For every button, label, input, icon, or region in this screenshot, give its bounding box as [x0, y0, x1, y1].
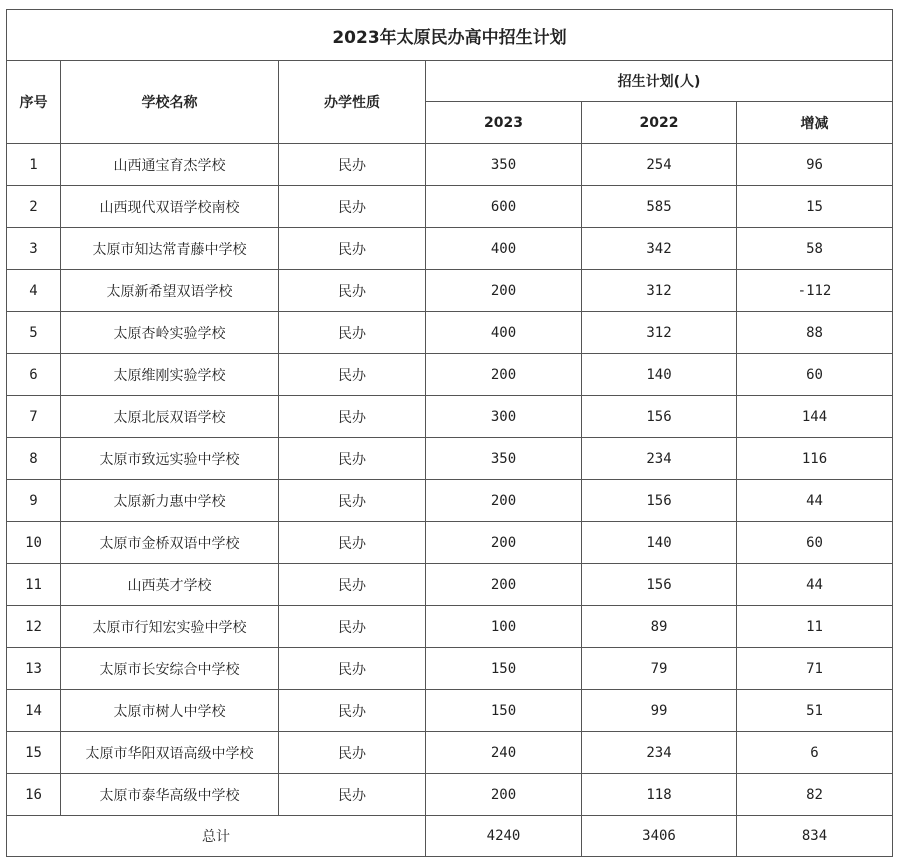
- cell-change: 15: [737, 186, 893, 228]
- cell-index: 15: [7, 732, 61, 774]
- enrollment-table-container: [6, 9, 893, 857]
- cell-index: 14: [7, 690, 61, 732]
- table-row: [7, 606, 893, 648]
- header-school-name: 学校名称: [61, 61, 279, 144]
- cell-2023: 350: [426, 438, 582, 480]
- cell-school-name: 太原维刚实验学校: [61, 354, 279, 396]
- cell-2023: 150: [426, 690, 582, 732]
- table-row: [7, 144, 893, 186]
- cell-school-name: 太原杏岭实验学校: [61, 312, 279, 354]
- table-row: [7, 690, 893, 732]
- cell-change: 11: [737, 606, 893, 648]
- cell-nature: 民办: [279, 186, 426, 228]
- cell-change: 71: [737, 648, 893, 690]
- cell-2022: 585: [582, 186, 737, 228]
- cell-change: 116: [737, 438, 893, 480]
- table-row: [7, 648, 893, 690]
- cell-nature: 民办: [279, 228, 426, 270]
- table-row: [7, 732, 893, 774]
- cell-change: 144: [737, 396, 893, 438]
- cell-2023: 300: [426, 396, 582, 438]
- header-plan-group: 招生计划(人): [426, 61, 893, 102]
- cell-change: 58: [737, 228, 893, 270]
- cell-index: 2: [7, 186, 61, 228]
- cell-nature: 民办: [279, 438, 426, 480]
- cell-school-name: 太原市知达常青藤中学校: [61, 228, 279, 270]
- cell-school-name: 山西通宝育杰学校: [61, 144, 279, 186]
- cell-nature: 民办: [279, 354, 426, 396]
- cell-nature: 民办: [279, 648, 426, 690]
- cell-change: 44: [737, 480, 893, 522]
- cell-index: 12: [7, 606, 61, 648]
- cell-school-name: 太原市金桥双语中学校: [61, 522, 279, 564]
- cell-nature: 民办: [279, 312, 426, 354]
- cell-school-name: 太原北辰双语学校: [61, 396, 279, 438]
- cell-index: 6: [7, 354, 61, 396]
- cell-school-name: 太原市泰华高级中学校: [61, 774, 279, 816]
- cell-2022: 342: [582, 228, 737, 270]
- header-2023: 2023: [426, 102, 582, 144]
- cell-school-name: 太原市树人中学校: [61, 690, 279, 732]
- total-change: 834: [737, 816, 893, 857]
- header-index: 序号: [7, 61, 61, 144]
- cell-index: 4: [7, 270, 61, 312]
- cell-2023: 400: [426, 228, 582, 270]
- cell-2023: 200: [426, 774, 582, 816]
- cell-2023: 200: [426, 522, 582, 564]
- cell-2023: 200: [426, 564, 582, 606]
- cell-nature: 民办: [279, 732, 426, 774]
- cell-change: 6: [737, 732, 893, 774]
- cell-2022: 312: [582, 312, 737, 354]
- cell-index: 1: [7, 144, 61, 186]
- total-2023: 4240: [426, 816, 582, 857]
- table-row: [7, 774, 893, 816]
- cell-2022: 156: [582, 396, 737, 438]
- cell-2022: 99: [582, 690, 737, 732]
- cell-nature: 民办: [279, 480, 426, 522]
- header-change: 增减: [737, 102, 893, 144]
- table-row: [7, 396, 893, 438]
- table-row: [7, 312, 893, 354]
- cell-change: 60: [737, 522, 893, 564]
- cell-2023: 350: [426, 144, 582, 186]
- cell-2022: 312: [582, 270, 737, 312]
- cell-2023: 240: [426, 732, 582, 774]
- total-label: 总计: [7, 816, 426, 857]
- cell-index: 8: [7, 438, 61, 480]
- cell-2022: 156: [582, 480, 737, 522]
- total-2022: 3406: [582, 816, 737, 857]
- cell-nature: 民办: [279, 270, 426, 312]
- cell-index: 7: [7, 396, 61, 438]
- cell-school-name: 太原新力惠中学校: [61, 480, 279, 522]
- table-row: [7, 186, 893, 228]
- cell-2022: 89: [582, 606, 737, 648]
- cell-2022: 234: [582, 438, 737, 480]
- cell-index: 5: [7, 312, 61, 354]
- cell-school-name: 山西英才学校: [61, 564, 279, 606]
- header-nature: 办学性质: [279, 61, 426, 144]
- cell-index: 3: [7, 228, 61, 270]
- cell-2022: 234: [582, 732, 737, 774]
- cell-change: 96: [737, 144, 893, 186]
- cell-index: 11: [7, 564, 61, 606]
- cell-2022: 118: [582, 774, 737, 816]
- cell-2023: 600: [426, 186, 582, 228]
- cell-nature: 民办: [279, 144, 426, 186]
- cell-change: -112: [737, 270, 893, 312]
- enrollment-plan-table: [6, 9, 893, 857]
- cell-2023: 400: [426, 312, 582, 354]
- cell-nature: 民办: [279, 690, 426, 732]
- cell-nature: 民办: [279, 606, 426, 648]
- cell-2023: 200: [426, 480, 582, 522]
- cell-nature: 民办: [279, 564, 426, 606]
- cell-school-name: 太原市行知宏实验中学校: [61, 606, 279, 648]
- cell-nature: 民办: [279, 522, 426, 564]
- cell-change: 44: [737, 564, 893, 606]
- table-row: [7, 564, 893, 606]
- cell-index: 13: [7, 648, 61, 690]
- table-row: [7, 354, 893, 396]
- cell-nature: 民办: [279, 774, 426, 816]
- cell-change: 60: [737, 354, 893, 396]
- cell-2023: 150: [426, 648, 582, 690]
- cell-2023: 200: [426, 354, 582, 396]
- table-row: [7, 480, 893, 522]
- cell-2022: 156: [582, 564, 737, 606]
- cell-school-name: 太原市华阳双语高级中学校: [61, 732, 279, 774]
- cell-2023: 200: [426, 270, 582, 312]
- table-title: 2023年太原民办高中招生计划: [7, 10, 893, 61]
- cell-2022: 140: [582, 354, 737, 396]
- cell-school-name: 太原新希望双语学校: [61, 270, 279, 312]
- cell-2022: 79: [582, 648, 737, 690]
- total-row: [7, 816, 893, 857]
- cell-index: 16: [7, 774, 61, 816]
- cell-nature: 民办: [279, 396, 426, 438]
- cell-2022: 254: [582, 144, 737, 186]
- table-row: [7, 522, 893, 564]
- table-row: [7, 228, 893, 270]
- cell-index: 10: [7, 522, 61, 564]
- cell-index: 9: [7, 480, 61, 522]
- cell-school-name: 山西现代双语学校南校: [61, 186, 279, 228]
- cell-2023: 100: [426, 606, 582, 648]
- cell-change: 82: [737, 774, 893, 816]
- table-row: [7, 438, 893, 480]
- cell-school-name: 太原市长安综合中学校: [61, 648, 279, 690]
- cell-change: 51: [737, 690, 893, 732]
- header-2022: 2022: [582, 102, 737, 144]
- cell-change: 88: [737, 312, 893, 354]
- cell-school-name: 太原市致远实验中学校: [61, 438, 279, 480]
- table-row: [7, 270, 893, 312]
- cell-2022: 140: [582, 522, 737, 564]
